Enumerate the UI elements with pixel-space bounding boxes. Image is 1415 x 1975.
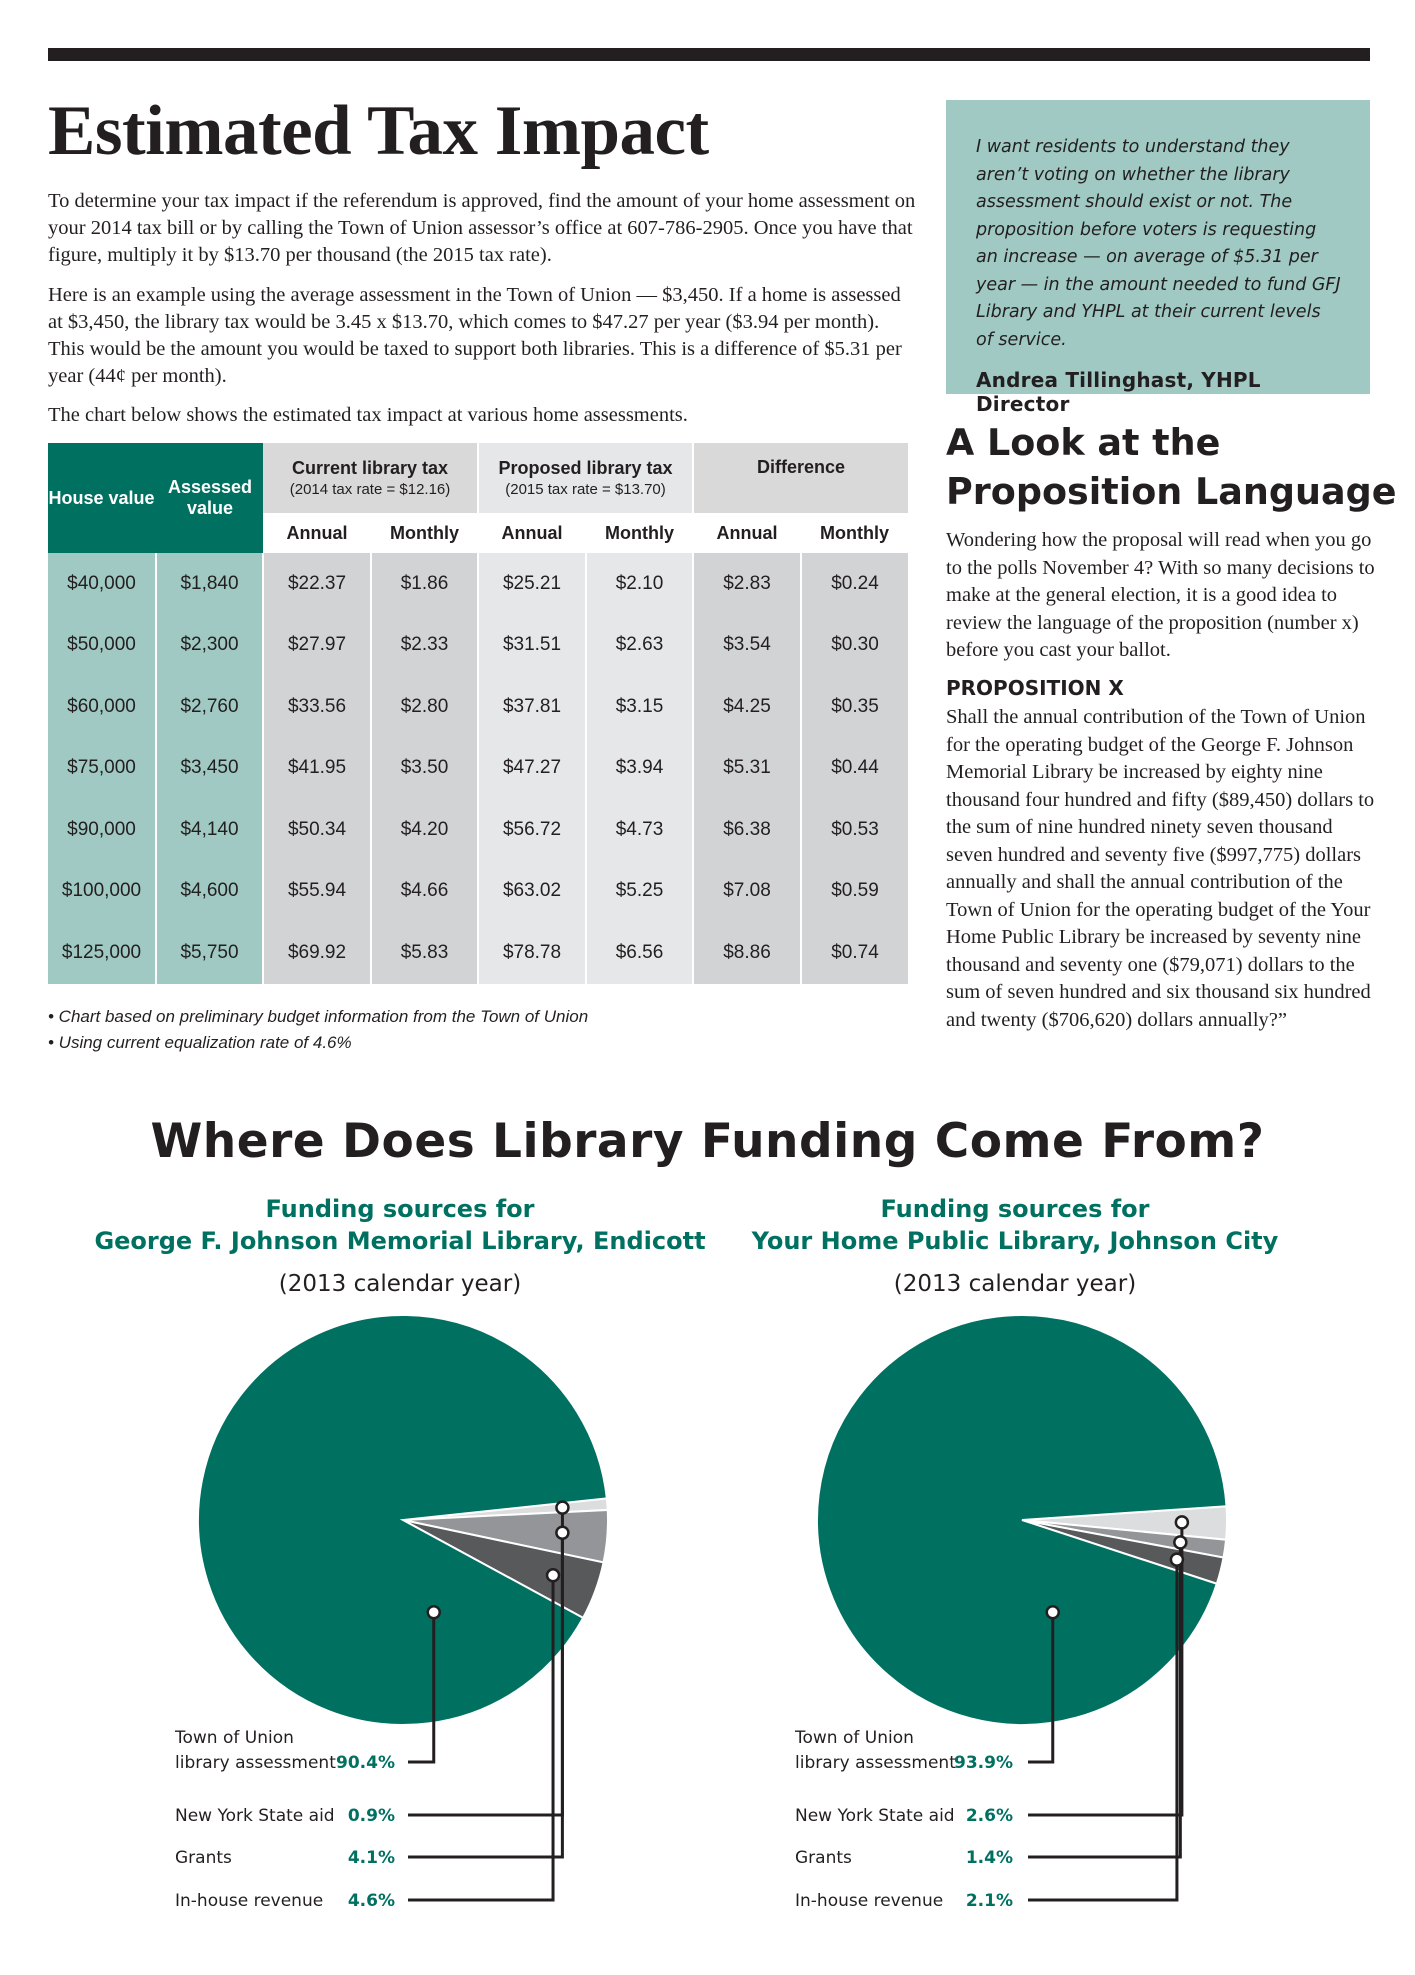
header-difference: Difference [693,443,908,513]
pie2-marker-inhouse [1171,1554,1183,1566]
cell-assessed-value: $4,140 [156,799,263,861]
cell-proposed-monthly: $3.94 [586,738,693,800]
pie1-marker-assessment [428,1606,440,1618]
proposition-text: Shall the annual contribution of the Town of Union for the operating budget of the George F. Johnson Memorial Library be increased by eighty nine thousand four hundred and fifty ($89,450) dollars to the sum of nine hundred ninety seven thousand seven hundred and seventy five ($997,775) dollars annually and shall the annual contribution of the Town of Union for the operating budget of the Your Home Public Library be increased by seventy nine thousand and seventy one ($79,071) dollars to the sum of seven hundred and six thousand six hundred and twenty ($706,620) dollars annually?” [946,706,1375,1031]
subheader-difference-monthly: Monthly [801,513,908,553]
pie2-subtitle: (2013 calendar year) [893,1271,1137,1297]
cell-current-monthly: $2.80 [371,676,478,738]
subheader-current-monthly: Monthly [371,513,478,553]
cell-proposed-annual: $47.27 [478,738,586,800]
cell-current-annual: $50.34 [263,799,371,861]
cell-assessed-value: $4,600 [156,861,263,923]
header-current-tax-rate: (2014 tax rate = $12.16) [289,481,451,498]
cell-proposed-annual: $37.81 [478,676,586,738]
pie1-subtitle: (2013 calendar year) [278,1271,522,1297]
pie2-value-grants: 1.4% [965,1848,1013,1868]
pie2-marker-state-aid [1176,1516,1188,1528]
header-assessed-value: Assessed value [156,443,263,553]
pie2-label-state-aid: New York State aid [795,1806,955,1826]
pie2-value-assessment: 93.9% [954,1753,1013,1773]
cell-house-value: $50,000 [48,615,156,677]
pie2-value-inhouse: 2.1% [965,1891,1013,1911]
cell-proposed-monthly: $5.25 [586,861,693,923]
cell-assessed-value: $2,300 [156,615,263,677]
cell-assessed-value: $3,450 [156,738,263,800]
pie2-title-line1: Funding sources for [880,1195,1150,1223]
cell-current-annual: $27.97 [263,615,371,677]
pie1-value-assessment: 90.4% [336,1753,395,1773]
pie1-label-grants: Grants [175,1848,232,1868]
pie1-title-line2: George F. Johnson Memorial Library, Endicott [94,1227,706,1255]
quote-author: Andrea Tillinghast, YHPL Director [976,368,1261,416]
cell-proposed-annual: $63.02 [478,861,586,923]
subheader-current-annual: Annual [263,513,371,553]
header-current-tax-label: Current library tax [291,458,449,478]
cell-difference-monthly: $0.30 [801,615,908,677]
cell-current-monthly: $1.86 [371,553,478,615]
cell-difference-monthly: $0.24 [801,553,908,615]
pie1-marker-state-aid [556,1502,568,1514]
cell-current-monthly: $4.66 [371,861,478,923]
pie1-marker-inhouse [547,1569,559,1581]
cell-current-monthly: $3.50 [371,738,478,800]
pie2-marker-assessment [1047,1606,1059,1618]
cell-house-value: $75,000 [48,738,156,800]
cell-assessed-value: $1,840 [156,553,263,615]
cell-assessed-value: $5,750 [156,922,263,984]
subheader-proposed-annual: Annual [478,513,586,553]
header-proposed-tax-rate: (2015 tax rate = $13.70) [505,481,666,498]
cell-current-annual: $22.37 [263,553,371,615]
cell-proposed-monthly: $3.15 [586,676,693,738]
pie1-value-inhouse: 4.6% [347,1891,395,1911]
pie1-title-line1: Funding sources for [265,1195,535,1223]
cell-proposed-monthly: $2.10 [586,553,693,615]
pie2-marker-grants [1174,1536,1186,1548]
cell-difference-monthly: $0.53 [801,799,908,861]
cell-difference-annual: $5.31 [693,738,801,800]
cell-proposed-annual: $25.21 [478,553,586,615]
cell-current-annual: $41.95 [263,738,371,800]
pie1-label-assessment: Town of Union [175,1728,294,1748]
pie1-label-state-aid: New York State aid [175,1806,335,1826]
intro-paragraph-3: The chart below shows the estimated tax impact at various home assessments. [48,404,688,426]
page-title: Estimated Tax Impact [48,92,709,170]
subheader-proposed-monthly: Monthly [586,513,693,553]
cell-assessed-value: $2,760 [156,676,263,738]
pie1-value-state-aid: 0.9% [347,1806,395,1826]
pie1-label-assessment: library assessment [175,1753,336,1773]
cell-current-monthly: $4.20 [371,799,478,861]
cell-proposed-annual: $56.72 [478,799,586,861]
proposition-intro: Wondering how the proposal will read when you go to the polls November 4? With so many decisions to make at the general election, it is a good idea to review the language of the proposition (number x) before you cast your ballot. [946,529,1375,661]
cell-current-annual: $33.56 [263,676,371,738]
subheader-difference-annual: Annual [693,513,801,553]
cell-house-value: $100,000 [48,861,156,923]
proposition-heading-line1: A Look at the [946,421,1221,464]
proposition-heading-line2: Proposition Language [946,470,1397,513]
cell-proposed-monthly: $4.73 [586,799,693,861]
cell-difference-annual: $7.08 [693,861,801,923]
cell-difference-annual: $4.25 [693,676,801,738]
cell-difference-monthly: $0.74 [801,922,908,984]
intro-paragraph-2: Here is an example using the average assessment in the Town of Union — $3,450. If a home is assessed at $3,450, the library tax would be 3.45 x $13.70, which comes to $47.27 per year ($3.94 per month). This would be the amount you would be taxed to support both libraries. This is a difference of $5.31 per year (44¢ per month). [48,284,902,387]
cell-house-value: $60,000 [48,676,156,738]
pie2-label-assessment: Town of Union [795,1728,914,1748]
cell-difference-annual: $6.38 [693,799,801,861]
cell-difference-annual: $3.54 [693,615,801,677]
pie2-label-inhouse: In-house revenue [795,1891,944,1911]
pie2-value-state-aid: 2.6% [965,1806,1013,1826]
cell-house-value: $40,000 [48,553,156,615]
cell-current-annual: $55.94 [263,861,371,923]
cell-proposed-annual: $31.51 [478,615,586,677]
pie1-marker-grants [556,1527,568,1539]
pie1-label-inhouse: In-house revenue [175,1891,324,1911]
note-budget: • Chart based on preliminary budget information from the Town of Union [48,1007,589,1026]
cell-proposed-monthly: $6.56 [586,922,693,984]
pie1-value-grants: 4.1% [347,1848,395,1868]
cell-difference-monthly: $0.44 [801,738,908,800]
cell-house-value: $125,000 [48,922,156,984]
cell-difference-monthly: $0.35 [801,676,908,738]
cell-difference-annual: $8.86 [693,922,801,984]
cell-difference-monthly: $0.59 [801,861,908,923]
cell-house-value: $90,000 [48,799,156,861]
cell-proposed-annual: $78.78 [478,922,586,984]
cell-current-monthly: $5.83 [371,922,478,984]
cell-current-annual: $69.92 [263,922,371,984]
funding-heading: Where Does Library Funding Come From? [150,1114,1265,1169]
quote-text: I want residents to understand they aren’t voting on whether the library assessment should exist or not. The proposition before voters is requesting an increase — on average of $5.31 per year — in the amount needed to fund GFJ Library and YHPL at their current levels of service. [976,137,1341,350]
cell-current-monthly: $2.33 [371,615,478,677]
proposition-label: PROPOSITION X [946,676,1124,700]
pie2-title-line2: Your Home Public Library, Johnson City [751,1227,1279,1255]
cell-proposed-monthly: $2.63 [586,615,693,677]
cell-difference-annual: $2.83 [693,553,801,615]
pie2-label-grants: Grants [795,1848,852,1868]
header-house-value: House value [48,443,156,553]
header-proposed-tax-label: Proposed library tax [498,458,673,478]
intro-paragraph-1: To determine your tax impact if the referendum is approved, find the amount of your home assessment on your 2014 tax bill or by calling the Town of Union assessor’s office at 607-786-2905. Once you have that figure, multiply it by $13.70 per thousand (the 2015 tax rate). [48,190,916,266]
pie2-label-assessment: library assessment [795,1753,956,1773]
note-equalization: • Using current equalization rate of 4.6% [48,1033,352,1052]
